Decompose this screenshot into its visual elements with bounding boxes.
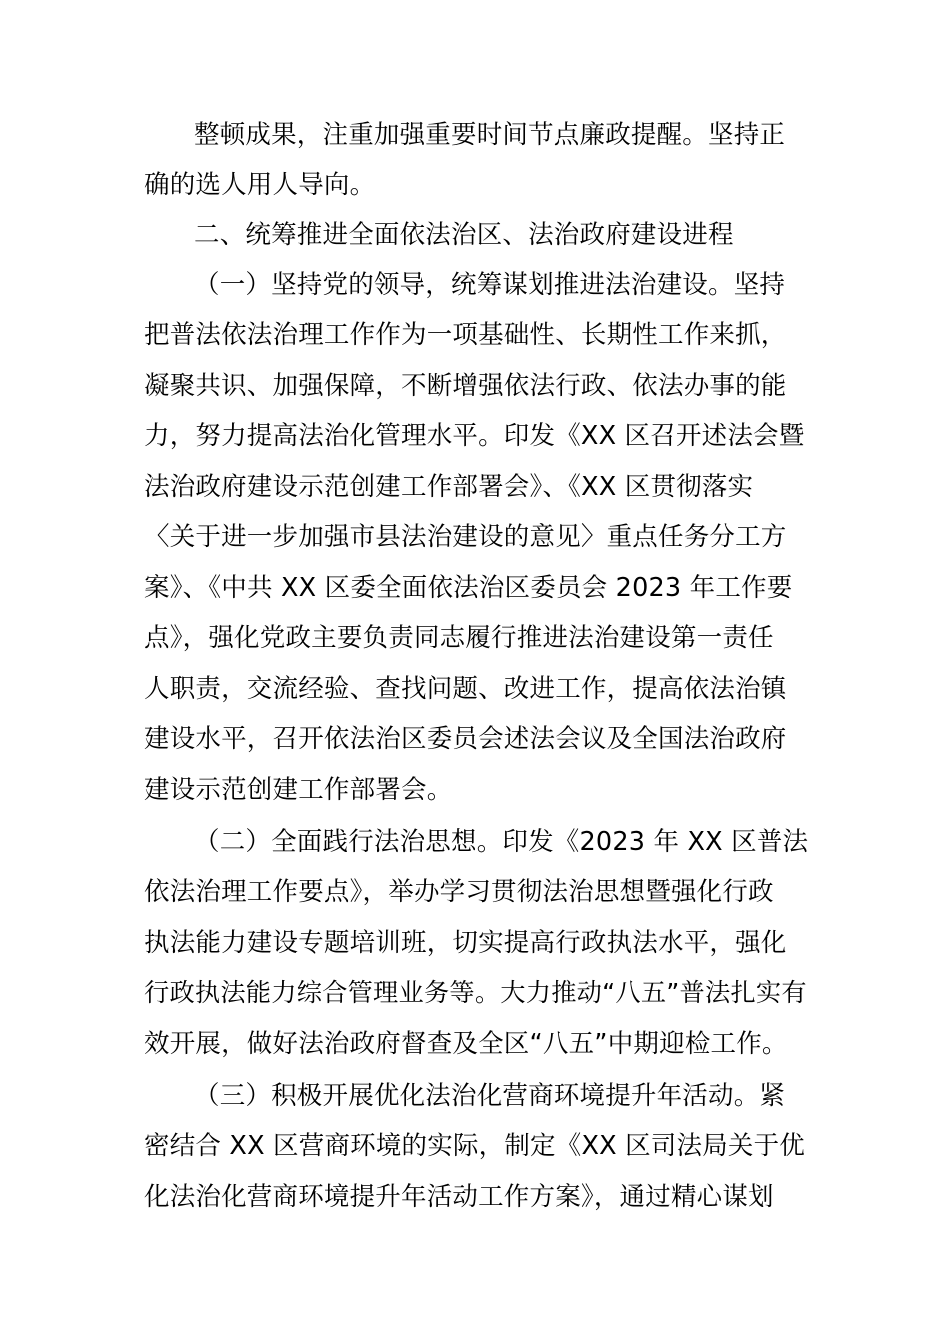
text-line: 建设水平，召开依法治区委员会述法会议及全国法治政府 [144,724,787,754]
text-line: 整顿成果，注重加强重要时间节点廉政提醒。坚持正 [194,120,786,150]
text-line: 密结合 XX 区营商环境的实际，制定《XX 区司法局关于优 [144,1131,805,1161]
text-line: （三）积极开展优化法治化营商环境提升年活动。紧 [194,1081,786,1111]
text-line: 效开展，做好法治政府督查及全区“八五”中期迎检工作。 [144,1029,788,1059]
text-line: 人职责，交流经验、查找问题、改进工作，提高依法治镇 [144,674,787,704]
section-heading: 二、统筹推进全面依法治区、法治政府建设进程 [194,220,734,250]
text-line: 案》、《中共 XX 区委全面依法治区委员会 2023 年工作要 [144,573,793,603]
text-line: 点》，强化党政主要负责同志履行推进法治建设第一责任 [144,623,774,653]
text-line: （一）坚持党的领导，统筹谋划推进法治建设。坚持 [194,270,786,300]
text-line: 行政执法能力综合管理业务等。大力推动“八五”普法扎实有 [144,978,807,1007]
text-line: 化法治化营商环境提升年活动工作方案》，通过精心谋划 [144,1182,774,1212]
text-line: 确的选人用人导向。 [144,170,376,200]
text-line: 〈关于进一步加强市县法治建设的意见〉重点任务分工方 [144,522,787,552]
text-line: 建设示范创建工作部署会。 [144,775,453,805]
text-line: （二）全面践行法治思想。印发《2023 年 XX 区普法 [194,827,809,857]
text-line: 把普法依法治理工作作为一项基础性、长期性工作来抓， [144,320,787,350]
text-line: 法治政府建设示范创建工作部署会》、《XX 区贯彻落实 [144,472,754,502]
text-line: 凝聚共识、加强保障，不断增强依法行政、依法办事的能 [144,371,787,401]
text-line: 依法治理工作要点》，举办学习贯彻法治思想暨强化行政 [144,877,774,907]
text-line: 力，努力提高法治化管理水平。印发《XX 区召开述法会暨 [144,421,805,451]
text-line: 执法能力建设专题培训班，切实提高行政执法水平，强化 [144,928,787,958]
